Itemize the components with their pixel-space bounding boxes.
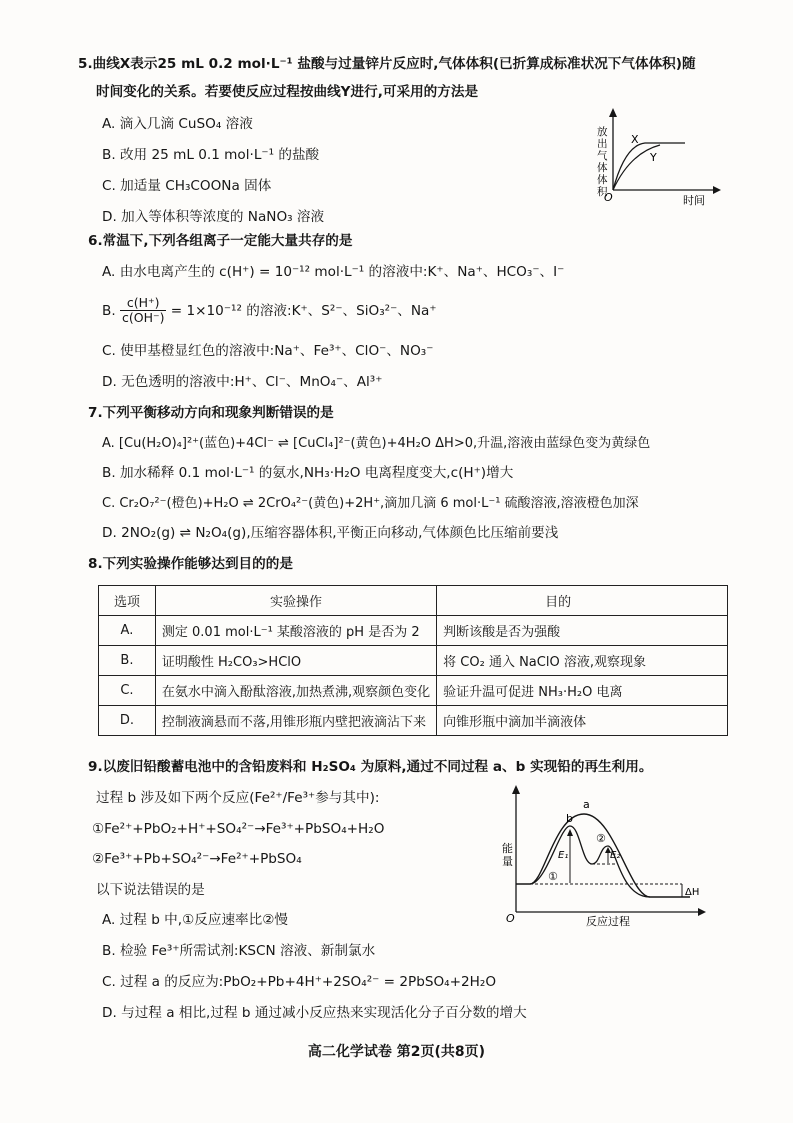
q5-stem-line1: 5.曲线X表示25 mL 0.2 mol·L⁻¹ 盐酸与过量锌片反应时,气体体积(已折算成标准状况下气体体积)随	[78, 56, 696, 72]
cell-operation: 控制液滴悬而不落,用锥形瓶内壁把液滴沾下来	[155, 706, 436, 736]
page-footer: 高二化学试卷 第2页(共8页)	[307, 1044, 486, 1060]
q5-curve-x	[613, 143, 685, 190]
q9-e1-arrow-head	[567, 829, 573, 836]
q6-fraction-numerator: c(H⁺)	[120, 296, 166, 311]
q5-label-x: X	[631, 133, 639, 146]
q5-option-a: A. 滴入几滴 CuSO₄ 溶液	[102, 116, 253, 132]
q5-xlabel: 时间	[683, 194, 705, 207]
q8-stem: 8.下列实验操作能够达到目的的是	[88, 556, 293, 572]
q9-option-c: C. 过程 a 的反应为:PbO₂+Pb+4H⁺+2SO₄²⁻ = 2PbSO₄+2H₂O	[102, 974, 497, 990]
q9-label-a: a	[583, 798, 590, 811]
q5-option-b: B. 改用 25 mL 0.1 mol·L⁻¹ 的盐酸	[102, 147, 320, 163]
q6-option-b-prefix: B.	[102, 302, 116, 319]
q9-option-b: B. 检验 Fe³⁺所需试剂:KSCN 溶液、新制氯水	[102, 943, 376, 959]
q9-x-arrow	[698, 908, 706, 916]
q9-y-arrow	[512, 785, 520, 794]
q9-stem: 9.以废旧铅酸蓄电池中的含铅废料和 H₂SO₄ 为原料,通过不同过程 a、b 实现铅的再生利用。	[88, 759, 653, 775]
cell-option: A.	[99, 616, 156, 646]
q5-ylabel-2: 气	[597, 150, 608, 162]
cell-purpose: 验证升温可促进 NH₃·H₂O 电离	[437, 676, 728, 706]
table-row	[99, 646, 728, 676]
q7-option-a: A. [Cu(H₂O)₄]²⁺(蓝色)+4Cl⁻ ⇌ [CuCl₄]²⁻(黄色)+4H₂O ΔH>0,升温,溶液由蓝绿色变为黄绿色	[102, 436, 651, 451]
q5-option-c: C. 加适量 CH₃COONa 固体	[102, 178, 272, 194]
q6-fraction-denominator: c(OH⁻)	[121, 310, 165, 326]
q9-label-dh: ΔH	[685, 887, 700, 898]
q5-gas-volume-graph	[575, 105, 725, 210]
q9-option-a: A. 过程 b 中,①反应速率比②慢	[102, 912, 289, 928]
cell-option: D.	[99, 706, 156, 736]
cell-purpose: 向锥形瓶中滴加半滴液体	[437, 706, 728, 736]
q5-ylabel-0: 放	[597, 126, 608, 138]
q7-option-d: D. 2NO₂(g) ⇌ N₂O₄(g),压缩容器体积,平衡正向移动,气体颜色比压缩前要浅	[102, 525, 559, 541]
q9-energy-diagram	[492, 782, 712, 932]
q9-reaction-1: ①Fe²⁺+PbO₂+H⁺+SO₄²⁻→Fe³⁺+PbSO₄+H₂O	[92, 821, 385, 837]
q9-label-b: b	[566, 812, 573, 825]
q5-x-arrow	[713, 186, 721, 194]
cell-purpose: 判断该酸是否为强酸	[437, 616, 728, 646]
table-row	[99, 706, 728, 736]
q5-ylabel-4: 体	[597, 174, 608, 186]
q9-origin: O	[506, 912, 515, 925]
q6-option-b	[102, 296, 437, 326]
header-purpose: 目的	[437, 586, 728, 616]
header-option: 选项	[99, 586, 156, 616]
cell-purpose: 将 CO₂ 通入 NaClO 溶液,观察现象	[437, 646, 728, 676]
q9-curve-b	[530, 826, 650, 897]
cell-option: B.	[99, 646, 156, 676]
q9-ylabel-0: 能	[502, 842, 513, 855]
q6-option-a: A. 由水电离产生的 c(H⁺) = 10⁻¹² mol·L⁻¹ 的溶液中:K⁺、Na⁺、HCO₃⁻、I⁻	[102, 264, 565, 280]
q9-question: 以下说法错误的是	[96, 882, 205, 898]
q6-option-d: D. 无色透明的溶液中:H⁺、Cl⁻、MnO₄⁻、Al³⁺	[102, 374, 383, 390]
table-row	[99, 616, 728, 646]
q9-label-e1: E₁	[558, 850, 569, 861]
q7-option-b: B. 加水稀释 0.1 mol·L⁻¹ 的氨水,NH₃·H₂O 电离程度变大,c(H⁺)增大	[102, 465, 514, 481]
cell-operation: 测定 0.01 mol·L⁻¹ 某酸溶液的 pH 是否为 2	[155, 616, 436, 646]
q9-label-1: ①	[548, 870, 558, 883]
q6-option-b-rest: = 1×10⁻¹² 的溶液:K⁺、S²⁻、SiO₃²⁻、Na⁺	[170, 302, 437, 319]
q5-ylabel-1: 出	[597, 138, 608, 150]
q7-option-c: C. Cr₂O₇²⁻(橙色)+H₂O ⇌ 2CrO₄²⁻(黄色)+2H⁺,滴加几滴 6 mol·L⁻¹ 硫酸溶液,溶液橙色加深	[102, 496, 639, 511]
cell-operation: 在氨水中滴入酚酞溶液,加热煮沸,观察颜色变化	[155, 676, 436, 706]
q9-reaction-2: ②Fe³⁺+Pb+SO₄²⁻→Fe²⁺+PbSO₄	[92, 851, 302, 867]
q9-label-2: ②	[596, 832, 606, 845]
q9-label-e2: E₂	[610, 850, 621, 861]
q7-stem: 7.下列平衡移动方向和现象判断错误的是	[88, 405, 334, 421]
q9-xlabel: 反应过程	[586, 915, 630, 928]
q9-option-d: D. 与过程 a 相比,过程 b 通过减小反应热来实现活化分子百分数的增大	[102, 1005, 527, 1021]
q6-stem: 6.常温下,下列各组离子一定能大量共存的是	[88, 233, 353, 249]
header-operation: 实验操作	[155, 586, 436, 616]
cell-option: C.	[99, 676, 156, 706]
q5-origin: O	[604, 191, 613, 204]
q9-ylabel-1: 量	[502, 855, 513, 868]
q6-option-b-fraction	[120, 296, 166, 326]
q5-ylabel-3: 体	[597, 162, 608, 174]
cell-operation: 证明酸性 H₂CO₃>HClO	[155, 646, 436, 676]
table-header-row	[99, 586, 728, 616]
q5-y-arrow	[609, 108, 617, 117]
q6-option-c: C. 使甲基橙显红色的溶液中:Na⁺、Fe³⁺、ClO⁻、NO₃⁻	[102, 343, 434, 359]
q5-label-y: Y	[650, 151, 657, 164]
q5-stem-line2: 时间变化的关系。若要使反应过程按曲线Y进行,可采用的方法是	[96, 84, 479, 100]
q5-ylabel-5: 积	[597, 186, 608, 198]
q5-option-d: D. 加入等体积等浓度的 NaNO₃ 溶液	[102, 209, 325, 225]
q9-subtext: 过程 b 涉及如下两个反应(Fe²⁺/Fe³⁺参与其中):	[96, 790, 380, 806]
table-row	[99, 676, 728, 706]
q8-experiment-table	[98, 585, 728, 736]
q9-curve-a	[516, 814, 690, 897]
